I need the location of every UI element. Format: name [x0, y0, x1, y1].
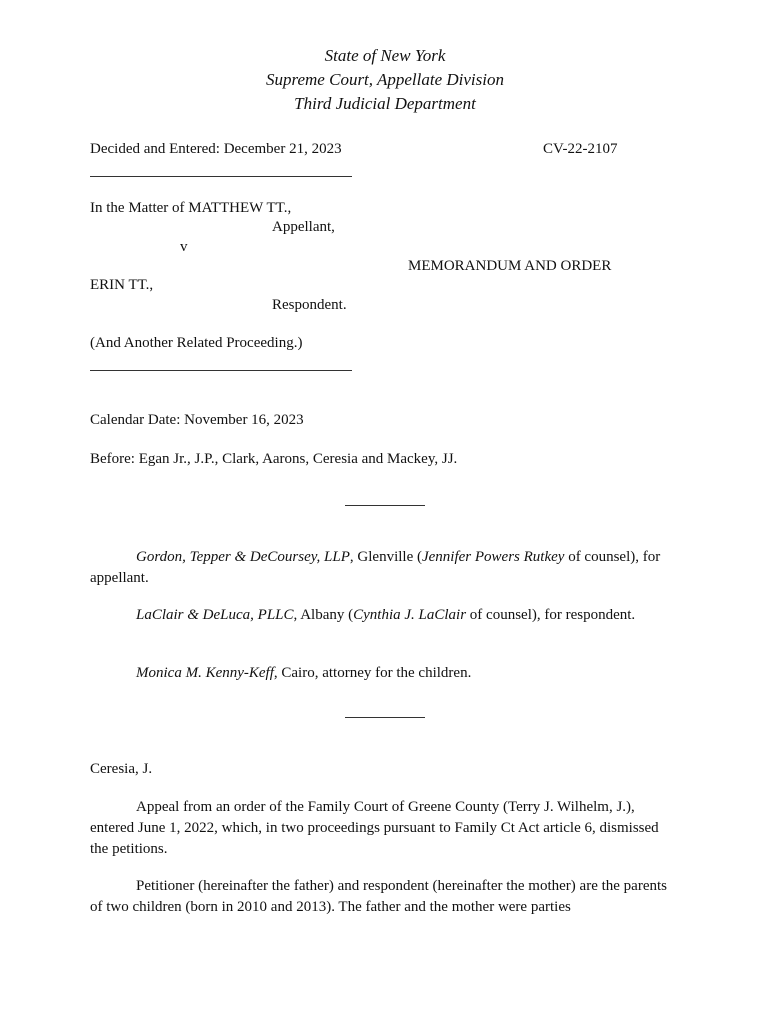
counsel-appellant: Gordon, Tepper & DeCoursey, LLP, Glenville (Jennifer Powers Rutkey of counsel), for appellant. — [90, 549, 661, 586]
header-state: State of New York — [324, 46, 446, 65]
section-divider-1 — [345, 505, 425, 506]
section-divider-2 — [345, 717, 425, 718]
body-paragraph-2: Petitioner (hereinafter the father) and respondent (hereinafter the mother) are the parents of two children (born in 2010 and 2013). The father and the mother were parties — [90, 878, 667, 915]
decided-date: Decided and Entered: December 21, 2023 — [90, 141, 342, 157]
header-court: Supreme Court, Appellate Division — [266, 70, 504, 89]
before-panel: Before: Egan Jr., J.P., Clark, Aarons, Ceresia and Mackey, JJ. — [90, 451, 458, 467]
attorney-for-children: Monica M. Kenny-Keff — [136, 665, 274, 681]
caption-respondent-role: Respondent. — [272, 297, 347, 313]
header-department: Third Judicial Department — [294, 94, 476, 113]
caption-appellant-role: Appellant, — [272, 219, 335, 235]
counsel-appellant-attorney: Jennifer Powers Rutkey — [421, 549, 565, 565]
caption-related: (And Another Related Proceeding.) — [90, 335, 303, 351]
docket-number: CV-22-2107 — [543, 141, 618, 157]
body-paragraph-1: Appeal from an order of the Family Court of Greene County (Terry J. Wilhelm, J.), entered June 1, 2022, which, in two proceedings pursuant to Family Ct Act article 6, dismissed the petitions. — [90, 799, 659, 857]
counsel-respondent-attorney: Cynthia J. LaClair — [353, 607, 467, 623]
counsel-appellant-firm: Gordon, Tepper & DeCoursey, LLP — [136, 549, 350, 565]
counsel-children: Monica M. Kenny-Keff, Cairo, attorney for the children. — [136, 665, 472, 681]
caption-versus: v — [180, 239, 188, 255]
counsel-respondent: LaClair & DeLuca, PLLC, Albany (Cynthia J. LaClair of counsel), for respondent. — [136, 607, 636, 623]
caption-top-rule — [90, 176, 352, 177]
calendar-date: Calendar Date: November 16, 2023 — [90, 412, 304, 428]
caption-bottom-rule — [90, 370, 352, 371]
caption-matter: In the Matter of MATTHEW TT., — [90, 200, 292, 216]
counsel-respondent-firm: LaClair & DeLuca, PLLC — [136, 607, 294, 623]
document-type: MEMORANDUM AND ORDER — [408, 258, 612, 274]
opinion-author: Ceresia, J. — [90, 761, 153, 777]
caption-respondent-name: ERIN TT., — [90, 277, 154, 293]
